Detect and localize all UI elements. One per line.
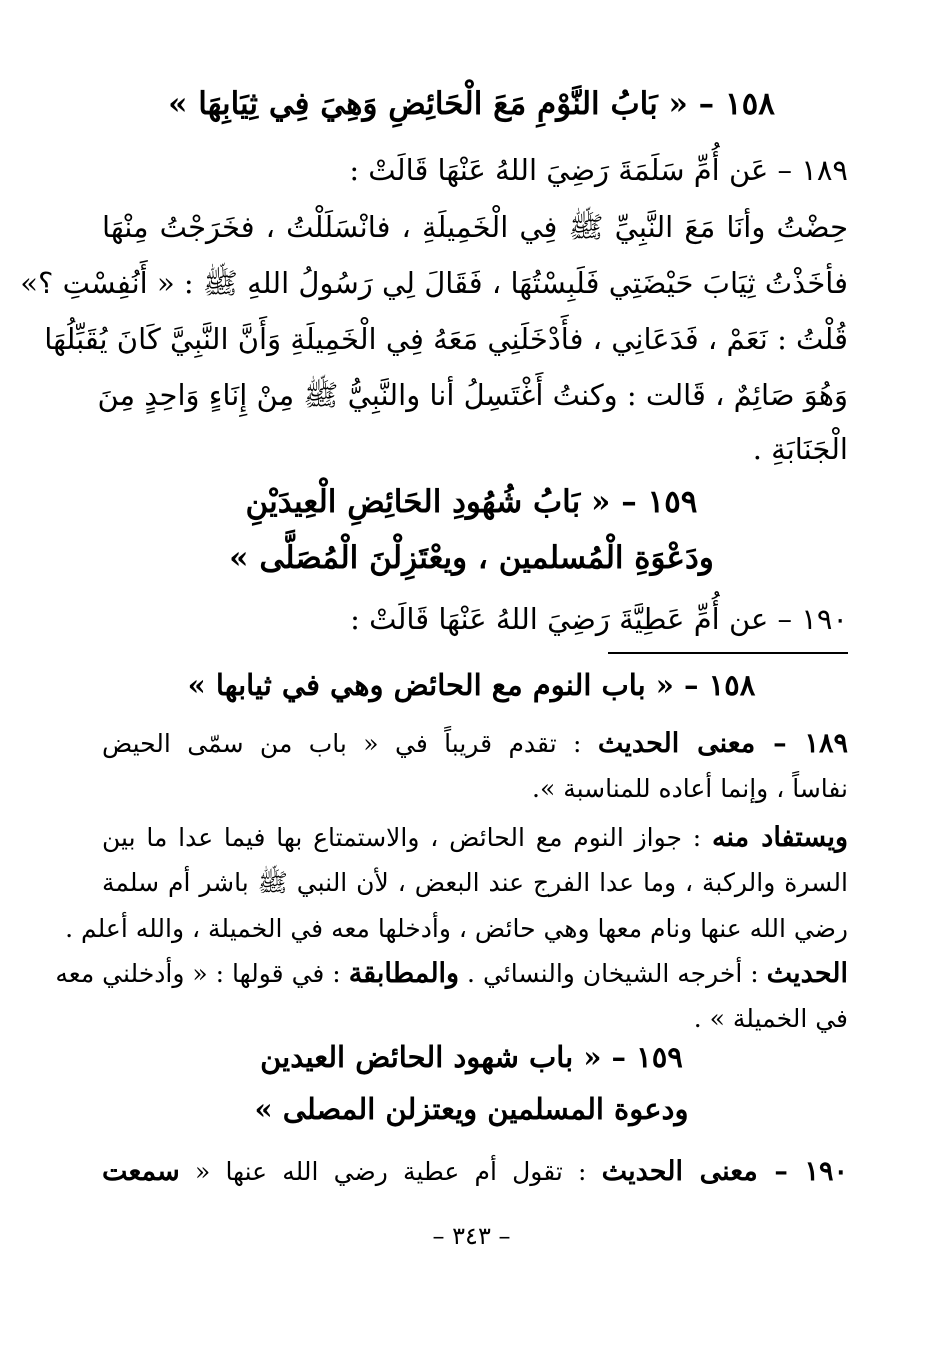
commentary-heading-159-line-2: ودعوة المسلمين ويعتزلن المصلى » [254,1092,689,1126]
benefit-line-2: السرة والركبة ، وما عدا الفرج عند البعض ، لأن النبي ﷺ باشر أم سلمة [102,868,848,897]
hadith-source-text: : أخرجه الشيخان والنسائي . [467,959,759,988]
match-text: : في قولها : « وأدخلني معه [55,959,341,988]
hadith-189-line-5: وَهُوَ صَائِمٌ ، قَالت : وكنتُ أَغْتَسِلُ أنا والنَّبِيُّ ﷺ مِنْ إِنَاءٍ وَاحِدٍ مِنَ [97,378,848,412]
page-number: – ٣٤٣ – [432,1222,511,1250]
commentary-190-end: سمعت [102,1156,180,1187]
section-divider [608,652,848,654]
chapter-heading-158: ١٥٨ – « بَابُ النَّوْمِ مَعَ الْحَائِضِ وَهِيَ فِي ثِيَابِهَا » [168,86,775,122]
commentary-189-line-2: نفاساً ، وإنما أعاده للمناسبة ». [532,774,848,803]
commentary-190-text: : تقول أم عطية رضي الله عنها « [194,1157,587,1186]
commentary-heading-158: ١٥٨ – « باب النوم مع الحائض وهي في ثيابها » [187,668,756,702]
commentary-189-text: : تقدم قريباً في « باب من سمّى الحيض [102,729,582,758]
chapter-heading-159-line-1: ١٥٩ – « بَابُ شُهُودِ الحَائِضِ الْعِيدَيْنِ [245,484,698,520]
hadith-source-label: الحديث [766,958,848,989]
hadith-189-line-1: ١٨٩ – عَن أُمِّ سَلَمَةَ رَضِيَ اللهُ عَنْهَا قَالَتْ : [349,153,848,187]
match-label: والمطابقة [348,958,460,989]
hadith-189-line-2: حِضْتُ وأنَا مَعَ النَّبِيِّ ﷺ فِي الْخَمِيلَةِ ، فانْسَلَلْتُ ، فخَرَجْتُ مِنْهَا [102,210,848,244]
commentary-189-line-1 [102,728,848,760]
benefit-text-1: : جواز النوم مع الحائض ، والاستمتاع بها فيما عدا ما بين [102,823,702,852]
commentary-189-label: ١٨٩ – معنى الحديث [597,728,848,759]
benefit-line-3: رضي الله عنها ونام معها وهي حائض ، وأدخلها معه في الخميلة ، والله أعلم . [65,914,848,943]
commentary-190-label: ١٩٠ – معنى الحديث [601,1156,848,1187]
benefit-label: ويستفاد منه [711,822,848,853]
hadith-189-line-3: فأخَذْتُ ثِيَابَ حَيْضَتِي فَلَبِسْتُهَا ، فَقَالَ لِي رَسُولُ اللهِ ﷺ : « أَنُفِسْتِ ؟» [20,266,848,300]
commentary-heading-159-line-1: ١٥٩ – « باب شهود الحائض العيدين [260,1040,683,1074]
chapter-heading-159-line-2: ودَعْوَةِ الْمُسلمين ، ويعْتَزِلْنَ الْمُصَلَّى » [229,540,714,576]
hadith-189-line-4: قُلْتُ : نَعَمْ ، فَدَعَانِي ، فأَدْخَلَنِي مَعَهُ فِي الْخَمِيلَةِ وَأَنَّ النَّبِيَّ كَانَ يُقَبِّلُهَا [44,322,848,356]
hadith-189-line-6: الْجَنَابَةِ . [752,432,848,466]
commentary-190-line [102,1156,848,1188]
hadith-190-line: ١٩٠ – عن أُمِّ عَطِيَّةَ رَضِيَ اللهُ عَنْهَا قَالَتْ : [350,602,848,636]
match-line-2: في الخميلة » . [693,1004,848,1033]
benefit-line-1 [102,822,848,854]
source-line [55,958,848,990]
